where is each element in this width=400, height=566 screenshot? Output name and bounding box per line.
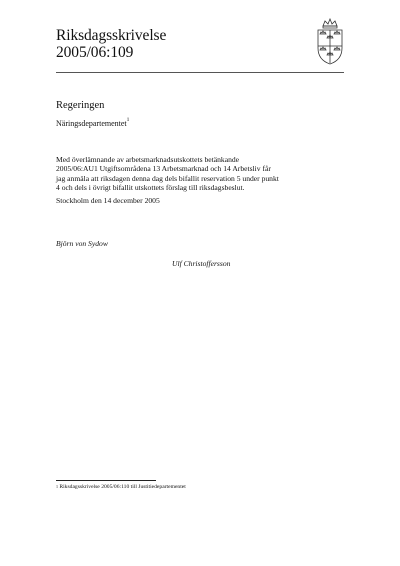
recipient: Regeringen	[56, 100, 105, 111]
footnote	[56, 484, 186, 490]
department-name: Näringsdepartementet	[56, 119, 127, 128]
department	[56, 119, 129, 128]
body-line: jag anmäla att riksdagen denna dag dels bifallit reservation 5 under punkt	[56, 173, 279, 183]
body-line: 2005/06:AU1 Utgiftsområdena 13 Arbetsmarknad och 14 Arbetsliv får	[56, 164, 271, 174]
header-divider	[56, 72, 344, 73]
signature-speaker: Björn von Sydow	[56, 239, 108, 248]
body-paragraph	[56, 155, 306, 192]
footnote-reference: 1	[126, 117, 130, 123]
body-line: Med överlämnande av arbetsmarknadsutskottets betänkande	[56, 155, 240, 164]
document-type: Riksdagsskrivelse	[56, 27, 167, 44]
footnote-number: 1	[56, 484, 58, 489]
document-title	[56, 27, 166, 61]
footnote-text: Riksdagsskrivelse 2005/06:110 till Justitiedepartementet	[58, 484, 186, 490]
footnote-divider	[56, 480, 156, 481]
swedish-coat-of-arms-icon	[312, 18, 348, 66]
signature-secretary: Ulf Christoffersson	[172, 259, 231, 268]
place-and-date: Stockholm den 14 december 2005	[56, 196, 160, 205]
body-line: 4 och dels i övrigt bifallit utskottets förslag till riksdagsbeslut.	[56, 182, 245, 192]
document-number: 2005/06:109	[56, 44, 134, 61]
